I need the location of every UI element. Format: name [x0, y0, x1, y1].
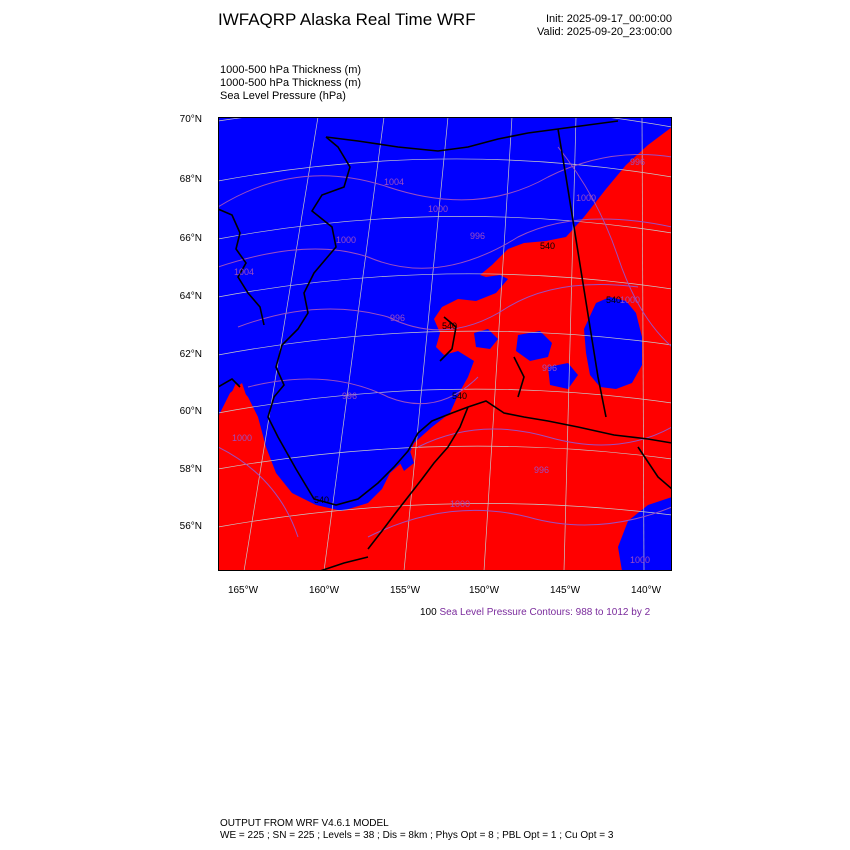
lat-label: 70°N: [179, 114, 202, 125]
valid-time: Valid: 2025-09-20_23:00:00: [537, 26, 672, 38]
lat-label: 68°N: [179, 174, 202, 185]
contour-label: 996: [390, 313, 406, 323]
contour-label: 540: [606, 295, 622, 305]
contour-label: 1000: [630, 555, 651, 565]
contour-label: 540: [540, 241, 556, 251]
contour-label: 1000: [450, 499, 471, 509]
init-valid-block: [500, 13, 672, 39]
lon-label: 160°W: [308, 585, 340, 596]
contour-label: 996: [630, 157, 646, 167]
lat-label: 58°N: [179, 464, 202, 475]
contour-note-number: 100: [420, 607, 437, 618]
lat-label: 60°N: [179, 406, 202, 417]
lon-label: 150°W: [468, 585, 500, 596]
field-list: [220, 64, 361, 103]
contour-label: 540: [442, 321, 458, 331]
footer-settings-line: WE = 225 ; SN = 225 ; Levels = 38 ; Dis = 8km ; Phys Opt = 8 ; PBL Opt = 1 ; Cu Opt = 3: [220, 830, 614, 841]
model-footer: [220, 818, 613, 842]
lat-label: 56°N: [179, 521, 202, 532]
contour-label: 1000: [232, 433, 253, 443]
lat-label: 64°N: [179, 291, 202, 302]
lat-label: 62°N: [179, 349, 202, 360]
lon-label: 165°W: [227, 585, 259, 596]
contour-label: 1000: [620, 295, 641, 305]
map-canvas: [218, 117, 672, 571]
lon-label: 145°W: [549, 585, 581, 596]
field-slp: Sea Level Pressure (hPa): [220, 90, 346, 102]
contour-label: 996: [470, 231, 486, 241]
contour-label: 996: [534, 465, 550, 475]
init-time: Init: 2025-09-17_00:00:00: [546, 13, 672, 25]
contour-note: [420, 607, 650, 618]
contour-label: 1000: [428, 204, 449, 214]
page-title: IWFAQRP Alaska Real Time WRF: [218, 10, 476, 29]
contour-label: 1004: [234, 267, 255, 277]
contour-label: 1000: [576, 193, 597, 203]
contour-label: 1004: [384, 177, 405, 187]
contour-label: 1000: [336, 235, 357, 245]
contour-label: 996: [342, 391, 358, 401]
lat-label: 66°N: [179, 233, 202, 244]
field-thickness-1: 1000-500 hPa Thickness (m): [220, 64, 362, 76]
contour-label: 996: [542, 363, 558, 373]
contour-note-text: Sea Level Pressure Contours: 988 to 1012 by 2: [439, 607, 651, 618]
field-thickness-2: 1000-500 hPa Thickness (m): [220, 77, 362, 89]
lon-label: 155°W: [389, 585, 421, 596]
footer-model-line: OUTPUT FROM WRF V4.6.1 MODEL: [220, 818, 389, 829]
contour-label: 540: [314, 495, 330, 505]
contour-label: 540: [452, 391, 468, 401]
lon-label: 140°W: [630, 585, 662, 596]
